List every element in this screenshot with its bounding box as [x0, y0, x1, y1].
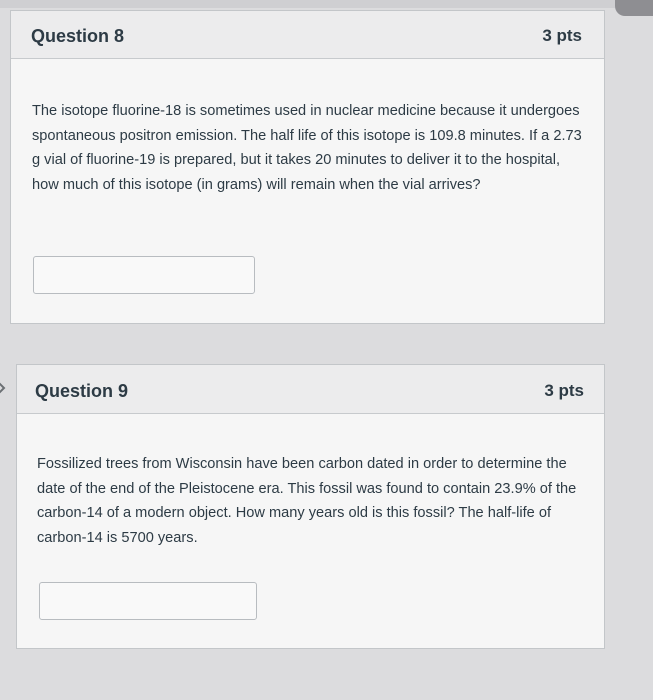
window-corner	[615, 0, 653, 16]
answer-input[interactable]	[39, 582, 257, 620]
question-text: Fossilized trees from Wisconsin have been carbon dated in order to determine the date of the end of the Pleistocene era. This fossil was found to contain 23.9% of the carbon-14 of a modern object. How many years old is this fossil? The half-life of carbon-14 is 5700 years.	[37, 456, 577, 546]
chevron-right-icon	[0, 380, 6, 396]
top-strip	[0, 0, 653, 8]
question-points: 3 pts	[542, 26, 582, 45]
question-8-header	[11, 11, 604, 59]
question-8-card	[10, 10, 605, 324]
question-title: Question 8	[31, 26, 125, 46]
question-9-header	[17, 365, 604, 414]
question-text: The isotope fluorine-18 is sometimes used in nuclear medicine because it undergoes spontaneous positron emission. The half life of this isotope is 109.8 minutes. If a 2.73 g vial of fluorine-19 is prepared, but it takes 20 minutes to deliver it to the hospital, how much of this isotope (in grams) will remain when the vial arrives?	[32, 103, 582, 193]
question-title: Question 9	[35, 381, 129, 401]
question-points: 3 pts	[544, 381, 584, 400]
question-9-card	[16, 364, 605, 649]
answer-input[interactable]	[33, 256, 255, 294]
